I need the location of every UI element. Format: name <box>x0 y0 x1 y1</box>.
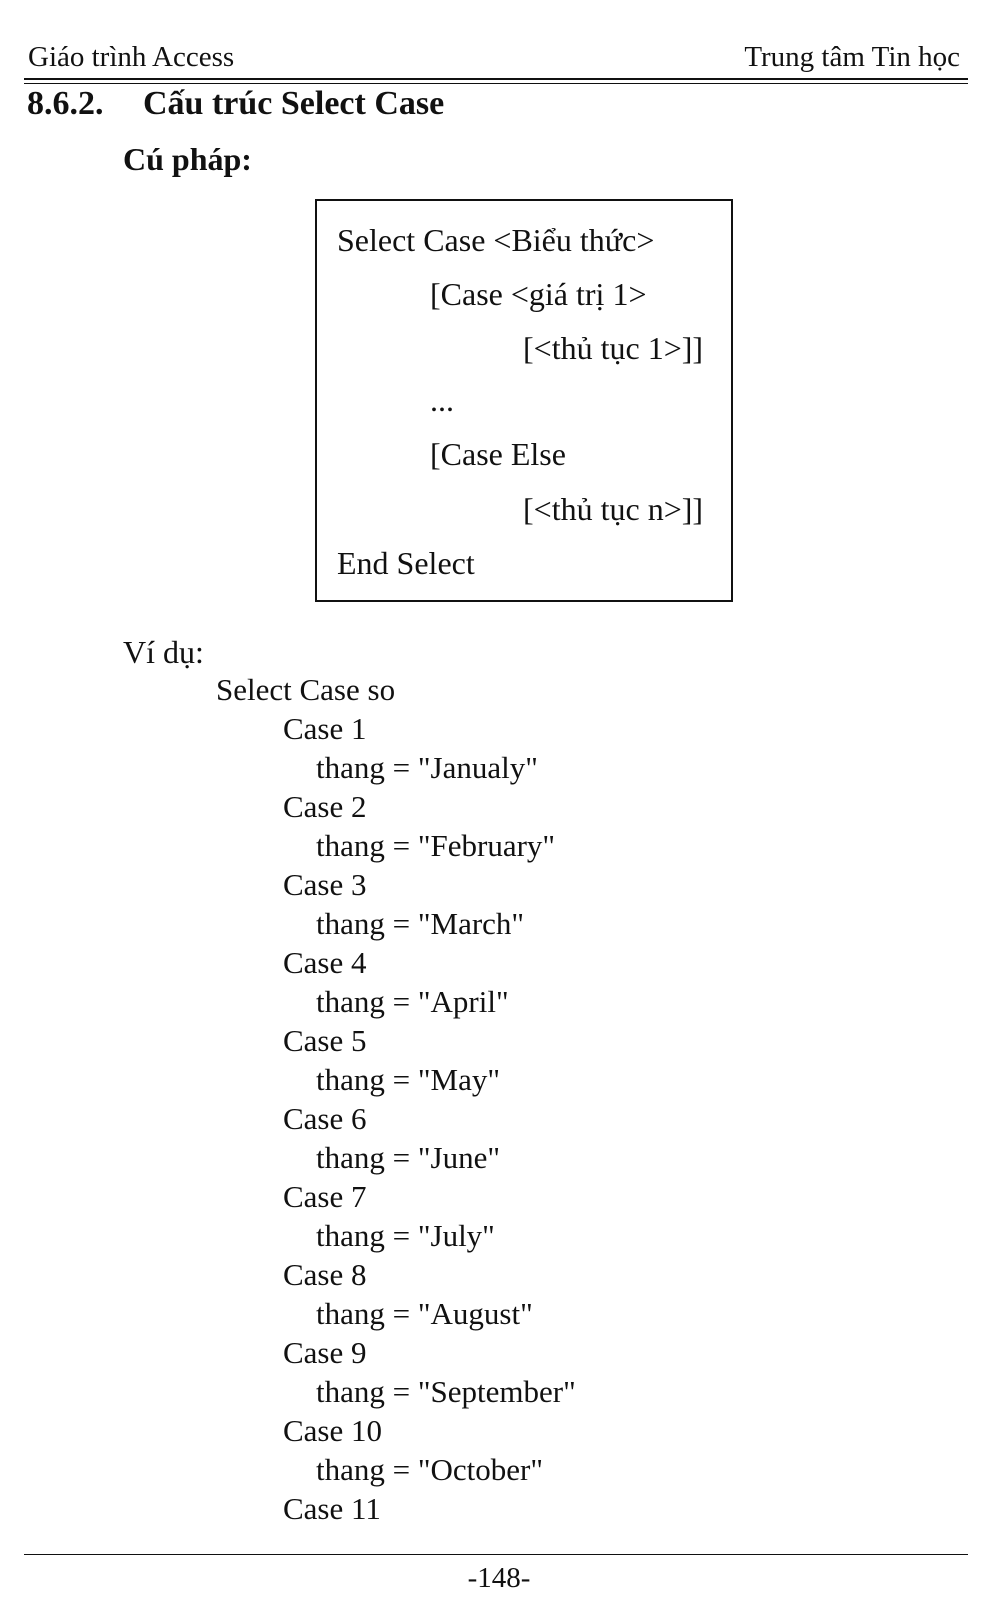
footer-rule <box>24 1554 968 1555</box>
code-line: thang = "August" <box>316 1296 533 1331</box>
code-line: thang = "May" <box>316 1062 500 1097</box>
syntax-line: [Case <giá trị 1> <box>430 276 647 312</box>
syntax-line: Select Case <Biểu thức> <box>337 222 655 258</box>
code-line: Case 5 <box>283 1023 367 1058</box>
code-line: Case 10 <box>283 1413 383 1448</box>
code-line: Case 11 <box>283 1491 381 1526</box>
code-line: Case 3 <box>283 867 367 902</box>
code-line: Case 4 <box>283 945 367 980</box>
syntax-line: ... <box>430 382 454 418</box>
running-header-right: Trung tâm Tin học <box>744 41 960 73</box>
page-number: -148- <box>467 1562 531 1594</box>
code-line: thang = "July" <box>316 1218 495 1253</box>
code-line: Case 8 <box>283 1257 367 1292</box>
code-line: Case 1 <box>283 711 367 746</box>
example-label: Ví dụ: <box>123 634 204 670</box>
section-number: 8.6.2. <box>27 85 104 122</box>
code-line: thang = "Janualy" <box>316 750 538 785</box>
code-line: thang = "February" <box>316 828 556 863</box>
syntax-heading: Cú pháp: <box>123 141 252 177</box>
syntax-line: [Case Else <box>430 436 566 472</box>
code-line: thang = "March" <box>316 906 525 941</box>
code-line: Select Case so <box>216 672 396 707</box>
code-line: thang = "October" <box>316 1452 544 1487</box>
syntax-line: [<thủ tục n>]] <box>523 491 704 527</box>
syntax-line: [<thủ tục 1>]] <box>523 330 704 366</box>
syntax-box <box>315 199 733 602</box>
code-line: thang = "April" <box>316 984 509 1019</box>
code-line: Case 6 <box>283 1101 367 1136</box>
header-rule <box>24 78 968 80</box>
section-heading <box>27 84 444 124</box>
code-line: Case 7 <box>283 1179 367 1214</box>
running-header-left: Giáo trình Access <box>28 41 235 73</box>
code-line: thang = "September" <box>316 1374 576 1409</box>
section-title: Cấu trúc Select Case <box>143 85 445 122</box>
syntax-line: End Select <box>337 545 475 581</box>
code-line: Case 9 <box>283 1335 367 1370</box>
code-line: thang = "June" <box>316 1140 500 1175</box>
code-line: Case 2 <box>283 789 367 824</box>
